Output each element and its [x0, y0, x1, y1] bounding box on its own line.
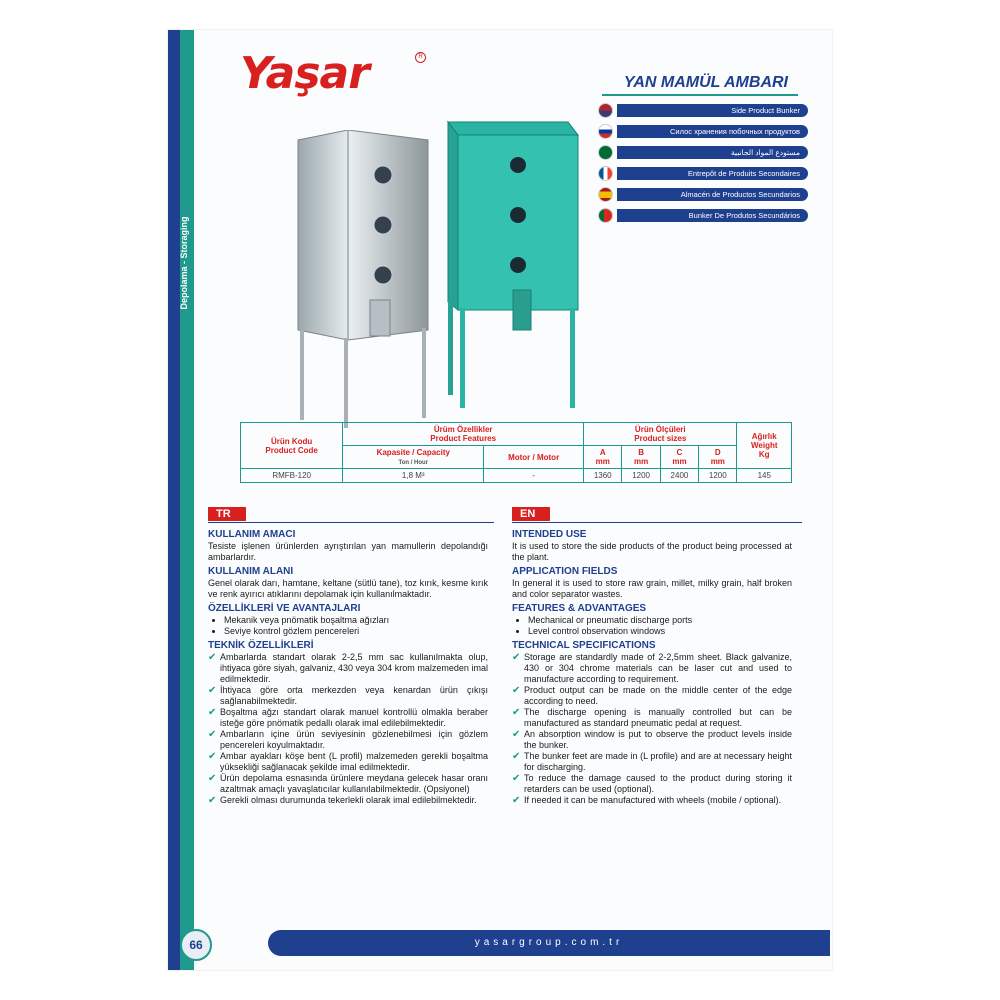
lang-row-ru — [598, 123, 808, 139]
tr-feat-title: ÖZELLİKLERİ VE AVANTAJLARI — [208, 603, 361, 614]
list-item: • Level control observation windows — [528, 626, 792, 637]
cell-b: 1200 — [622, 469, 660, 483]
header-product-features: Ürüm Özellikler Product Features — [343, 423, 584, 446]
header-a: A mm — [584, 446, 622, 469]
lang-row-en — [598, 102, 808, 118]
en-tag: EN — [512, 507, 550, 521]
lang-row-pt — [598, 207, 808, 223]
table-row — [241, 469, 792, 483]
lang-label: Entrepôt de Produits Secondaires — [617, 167, 808, 180]
check-icon: ✔ — [512, 652, 521, 663]
list-item: ✔ Gerekli olması durumunda tekerlekli olarak imal edilebilmektedir. — [208, 795, 477, 806]
list-item: ✔ Product output can be made on the middle center of the edge according to need. — [512, 685, 792, 706]
en-divider — [512, 522, 802, 523]
list-item: ✔ An absorption window is put to observe the product levels inside the bunker. — [512, 729, 792, 750]
list-item: ✔ The discharge opening is manually controlled but can be manufactured as standard pneumatic pedal at request. — [512, 707, 792, 728]
en-column — [512, 526, 792, 806]
lang-label: Силос хранения побочных продуктов — [617, 125, 808, 138]
list-item: ✔ Ambarların içine ürün seviyesinin gözlenebilmesi için gözlem pencereleri koyulmaktadır. — [208, 729, 488, 750]
check-icon: ✔ — [208, 707, 217, 718]
catalog-page — [168, 30, 832, 970]
lang-label: Side Product Bunker — [617, 104, 808, 117]
check-icon: ✔ — [208, 729, 217, 740]
cell-motor: - — [484, 469, 584, 483]
title-underline — [602, 94, 798, 96]
language-list — [598, 102, 808, 228]
check-icon: ✔ — [512, 729, 521, 740]
stainless-bunker-image — [288, 130, 438, 430]
list-item: • Mechanical or pneumatic discharge ports — [528, 615, 792, 626]
check-icon: ✔ — [512, 707, 521, 718]
cell-weight: 145 — [737, 469, 792, 483]
table-header-row — [241, 423, 792, 446]
check-icon: ✔ — [208, 685, 217, 696]
list-item: • Mekanik veya pnömatik boşaltma ağızları — [224, 615, 488, 626]
check-icon: ✔ — [208, 652, 217, 663]
header-b: B mm — [622, 446, 660, 469]
section-label: Depolama - Storaging — [179, 216, 189, 310]
check-icon: ✔ — [512, 795, 521, 806]
header-d: D mm — [699, 446, 737, 469]
list-item: • Seviye kontrol gözlem pencereleri — [224, 626, 488, 637]
list-item: ✔ Ürün depolama esnasında ürünlere meydana gelecek hasar oranı azaltmak amaçlı yavaşlatıcılar kullanılabilmektedir. (Opsiyonel) — [208, 773, 488, 794]
lang-label: مستودع المواد الجانبية — [617, 146, 808, 159]
flag-us-icon — [598, 103, 613, 118]
lang-row-fr — [598, 165, 808, 181]
en-use-title: INTENDED USE — [512, 529, 587, 540]
en-feat-title: FEATURES & ADVANTAGES — [512, 603, 647, 614]
sidebar-accent — [180, 30, 194, 970]
en-area-title: APPLICATION FIELDS — [512, 566, 618, 577]
tr-column — [208, 526, 488, 806]
tr-use-title: KULLANIM AMACI — [208, 529, 296, 540]
lang-row-es — [598, 186, 808, 202]
header-capacity: Kapasite / Capacity Ton / Hour — [343, 446, 484, 469]
check-icon: ✔ — [512, 773, 521, 784]
check-icon: ✔ — [208, 795, 217, 806]
cell-a: 1360 — [584, 469, 622, 483]
flag-fr-icon — [598, 166, 613, 181]
company-logo: Yaşar — [240, 48, 369, 99]
tr-area-text: Genel olarak darı, hamtane, keltane (sütlü tane), toz kırık, kesme kırık ve renk ayırıcı atıklarını depolamak için kullanılmaktadır. — [208, 578, 488, 599]
tr-area-title: KULLANIM ALANI — [208, 566, 294, 577]
list-item: ✔ To reduce the damage caused to the product during storing it retarders can be used (optional). — [512, 773, 792, 794]
list-item: ✔ Ambarlarda standart olarak 2-2,5 mm sac kullanılmakta olup, ihtiyaca göre siyah, galvaniz, 430 veya 304 krom malzemeden imal edilmektedir. — [208, 652, 488, 684]
tr-tag: TR — [208, 507, 246, 521]
list-item: ✔ Storage are standardly made of 2-2,5mm sheet. Black galvanize, 430 or 304 chrome materials can be laser cut and used to manufacture according to requirement. — [512, 652, 792, 684]
flag-ru-icon — [598, 124, 613, 139]
header-weight: Ağırlık Weight Kg — [737, 423, 792, 469]
flag-pt-icon — [598, 208, 613, 223]
cell-capacity: 1,8 M³ — [343, 469, 484, 483]
en-feature-list — [512, 615, 792, 637]
registered-mark: R — [415, 52, 426, 63]
cell-d: 1200 — [699, 469, 737, 483]
check-icon: ✔ — [512, 685, 521, 696]
tr-tech-title: TEKNİK ÖZELLİKLERİ — [208, 640, 314, 651]
lang-label: Bunker De Produtos Secundários — [617, 209, 808, 222]
website-footer[interactable]: yasargroup.com.tr — [268, 930, 830, 956]
list-item: ✔ İhtiyaca göre orta merkezden veya kenardan ürün çıkışı sağlanabilmektedir. — [208, 685, 488, 706]
header-product-sizes: Ürün Ölçüleri Product sizes — [584, 423, 737, 446]
cell-code: RMFB-120 — [241, 469, 343, 483]
header-motor: Motor / Motor — [484, 446, 584, 469]
tr-feature-list — [208, 615, 488, 637]
page-title: YAN MAMÜL AMBARI — [623, 74, 788, 91]
spec-table — [240, 422, 792, 483]
header-c: C mm — [660, 446, 698, 469]
en-area-text: In general it is used to store raw grain, millet, milky grain, half broken and color separator wastes. — [512, 578, 792, 599]
painted-bunker-image — [438, 120, 588, 420]
lang-row-ar — [598, 144, 808, 160]
en-tech-title: TECHNICAL SPECIFICATIONS — [512, 640, 656, 651]
list-item: ✔ The bunker feet are made in (L profile) and are at necessary height for discharging. — [512, 751, 792, 772]
page-number: 66 — [180, 929, 212, 961]
check-icon: ✔ — [208, 773, 217, 784]
list-item: ✔ Boşaltma ağzı standart olarak manuel kontrollü olmakla beraber isteğe göre pnömatik pedallı olarak imal edilebilmektedir. — [208, 707, 488, 728]
flag-sa-icon — [598, 145, 613, 160]
tr-use-text: Tesiste işlenen ürünlerden ayrıştırılan yan mamullerin depolandığı ambarlardır. — [208, 541, 488, 562]
check-icon: ✔ — [208, 751, 217, 762]
list-item: ✔ If needed it can be manufactured with wheels (mobile / optional). — [512, 795, 782, 806]
lang-label: Almacén de Productos Secundarios — [617, 188, 808, 201]
cell-c: 2400 — [660, 469, 698, 483]
check-icon: ✔ — [512, 751, 521, 762]
flag-es-icon — [598, 187, 613, 202]
tr-divider — [208, 522, 494, 523]
en-use-text: It is used to store the side products of the product being processed at the plant. — [512, 541, 792, 562]
header-product-code: Ürün Kodu Product Code — [241, 423, 343, 469]
list-item: ✔ Ambar ayakları köşe bent (L profil) malzemeden gerekli boşaltma yüksekliği sağlanacak şekilde imal edilmektedir. — [208, 751, 488, 772]
